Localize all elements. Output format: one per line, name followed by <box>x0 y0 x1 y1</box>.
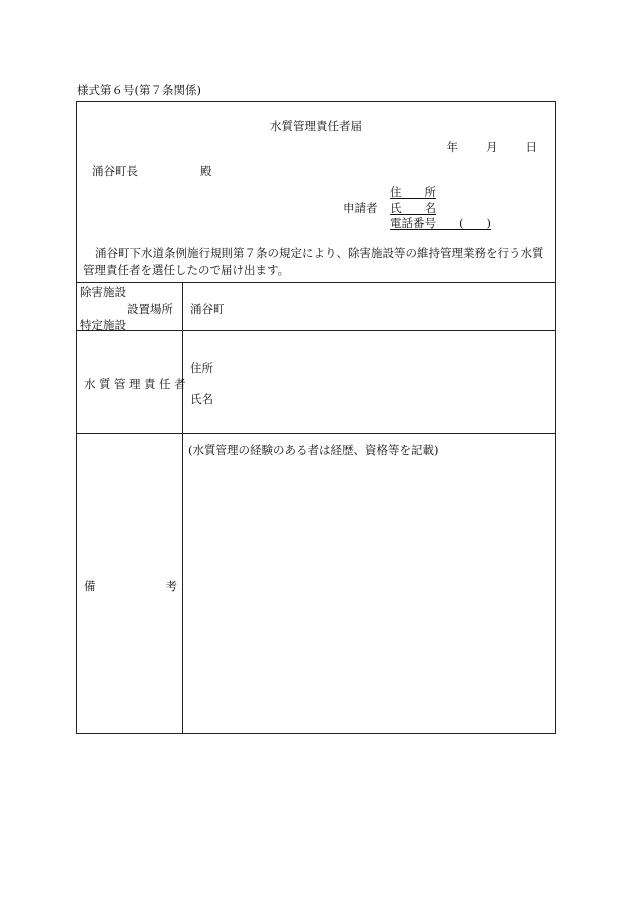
addressee-name: 涌谷町長 <box>92 164 138 178</box>
facility-location-value[interactable]: 涌谷町 <box>190 302 225 316</box>
facility-location-label: 設置場所 <box>127 302 173 316</box>
row-divider-manager <box>77 433 555 434</box>
remarks-label-right: 考 <box>165 579 177 593</box>
statement-text: 涌谷町下水道条例施行規則第７条の規定により、除害施設等の維持管理業務を行う水質管理責任者を選任したので届け出ます。 <box>83 246 544 277</box>
notification-form <box>76 101 556 734</box>
applicant-phone-field[interactable]: 電話番号 ( ) <box>390 216 491 230</box>
addressee-honorific: 殿 <box>200 164 212 178</box>
form-number: 様式第６号(第７条関係) <box>77 83 201 97</box>
column-divider <box>182 282 183 733</box>
facility-type-label-1: 除害施設 <box>80 285 126 299</box>
applicant-address-field[interactable]: 住 所 <box>390 185 436 199</box>
year-label: 年 <box>446 140 458 154</box>
day-label: 日 <box>525 140 537 154</box>
applicant-name-field[interactable]: 氏 名 <box>390 200 436 215</box>
manager-address-label[interactable]: 住所 <box>190 361 213 375</box>
addressee <box>92 164 212 178</box>
facility-type-label-2: 特定施設 <box>80 318 126 332</box>
remarks-label-left: 備 <box>84 579 96 593</box>
applicant-fields <box>390 185 491 232</box>
manager-name-label[interactable]: 氏名 <box>190 392 213 406</box>
table-top-border <box>77 282 555 283</box>
applicant-label: 申請者 <box>343 201 378 215</box>
remarks-label <box>84 579 177 593</box>
row-divider-facility <box>77 330 555 331</box>
manager-label: 水質管理責任者 <box>84 377 189 391</box>
remarks-note[interactable]: (水質管理の経験のある者は経歴、資格等を記載) <box>188 443 439 457</box>
form-title: 水質管理責任者届 <box>270 119 362 133</box>
date-area <box>419 140 538 154</box>
month-label: 月 <box>486 140 498 154</box>
